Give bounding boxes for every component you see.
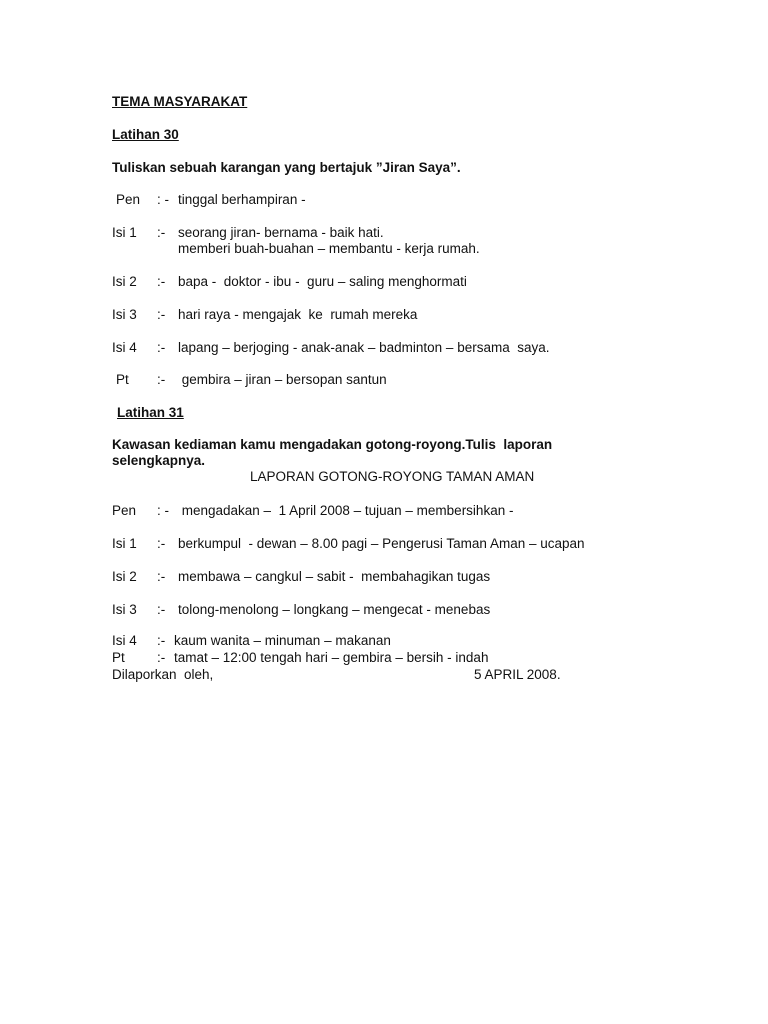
l31-pt-label: Pt bbox=[112, 650, 125, 665]
l30-pen-label: Pen bbox=[116, 192, 141, 207]
l31-isi3-sep: :- bbox=[157, 602, 166, 617]
report-date: 5 APRIL 2008. bbox=[474, 667, 561, 682]
l31-isi1-label: Isi 1 bbox=[112, 536, 137, 551]
l31-isi1-sep: :- bbox=[157, 536, 166, 551]
l30-isi1-value-2: memberi buah-buahan – membantu - kerja rumah. bbox=[178, 241, 480, 256]
l30-isi1-label: Isi 1 bbox=[112, 225, 137, 240]
l30-isi2-value: bapa - doktor - ibu - guru – saling menghormati bbox=[178, 274, 467, 289]
latihan-30-title: Latihan 30 bbox=[112, 127, 179, 142]
l30-pt-sep: :- bbox=[157, 372, 166, 387]
l30-pen-value: tinggal berhampiran - bbox=[178, 192, 306, 207]
l31-isi2-sep: :- bbox=[157, 569, 166, 584]
l30-isi3-sep: :- bbox=[157, 307, 166, 322]
l30-isi2-sep: :- bbox=[157, 274, 166, 289]
l31-isi4-sep: :- bbox=[157, 633, 166, 648]
l31-isi3-label: Isi 3 bbox=[112, 602, 137, 617]
l31-isi4-value: kaum wanita – minuman – makanan bbox=[174, 633, 391, 648]
l31-isi1-value: berkumpul - dewan – 8.00 pagi – Pengerusi Taman Aman – ucapan bbox=[178, 536, 585, 551]
l30-pt-value: gembira – jiran – bersopan santun bbox=[178, 372, 387, 387]
l30-isi4-sep: :- bbox=[157, 340, 166, 355]
latihan-31-question-line-1: Kawasan kediaman kamu mengadakan gotong-royong.Tulis laporan bbox=[112, 437, 553, 452]
l31-pt-sep: :- bbox=[157, 650, 166, 665]
l31-pt-value: tamat – 12:00 tengah hari – gembira – bersih - indah bbox=[174, 650, 489, 665]
l31-isi4-label: Isi 4 bbox=[112, 633, 137, 648]
l31-isi2-label: Isi 2 bbox=[112, 569, 137, 584]
l30-isi4-label: Isi 4 bbox=[112, 340, 137, 355]
l30-isi1-value: seorang jiran- bernama - baik hati. bbox=[178, 225, 384, 240]
document-heading: TEMA MASYARAKAT bbox=[112, 94, 248, 109]
reported-by: Dilaporkan oleh, bbox=[112, 667, 214, 682]
l30-isi1-sep: :- bbox=[157, 225, 166, 240]
l31-isi3-value: tolong-menolong – longkang – mengecat - menebas bbox=[178, 602, 491, 617]
l30-isi3-label: Isi 3 bbox=[112, 307, 137, 322]
l30-pen-sep: : - bbox=[157, 192, 169, 207]
latihan-30-question: Tuliskan sebuah karangan yang bertajuk ”Jiran Saya”. bbox=[112, 160, 461, 175]
l31-pen-label: Pen bbox=[112, 503, 137, 518]
latihan-31-question-line-2: selengkapnya. bbox=[112, 453, 206, 468]
report-title: LAPORAN GOTONG-ROYONG TAMAN AMAN bbox=[250, 469, 535, 484]
l30-isi4-value: lapang – berjoging - anak-anak – badminton – bersama saya. bbox=[178, 340, 550, 355]
latihan-31-title: Latihan 31 bbox=[117, 405, 184, 420]
l30-isi2-label: Isi 2 bbox=[112, 274, 137, 289]
l30-pt-label: Pt bbox=[116, 372, 129, 387]
l31-pen-value: mengadakan – 1 April 2008 – tujuan – membersihkan - bbox=[178, 503, 514, 518]
l31-isi2-value: membawa – cangkul – sabit - membahagikan tugas bbox=[178, 569, 491, 584]
l31-pen-sep: : - bbox=[157, 503, 169, 518]
l30-isi3-value: hari raya - mengajak ke rumah mereka bbox=[178, 307, 418, 322]
